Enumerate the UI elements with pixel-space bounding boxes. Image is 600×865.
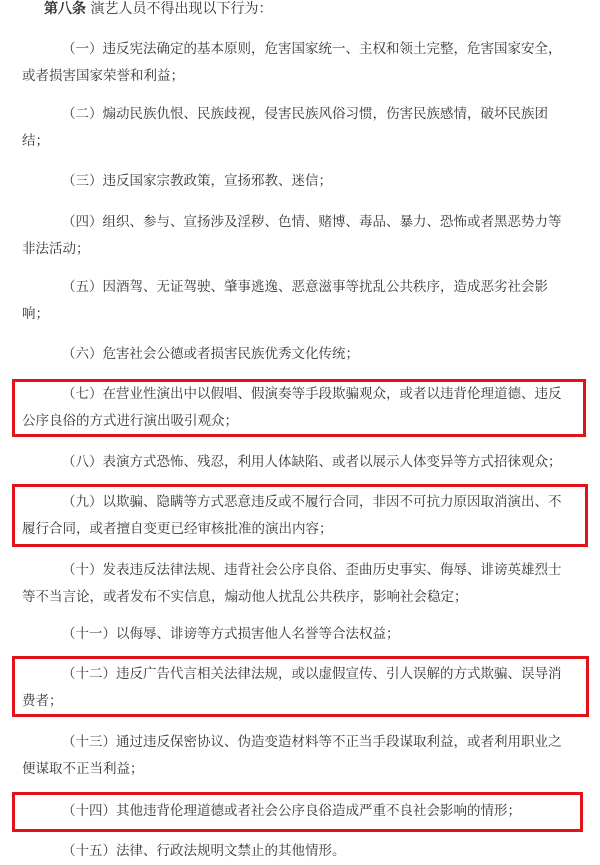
list-item <box>22 729 582 783</box>
list-item <box>22 489 582 543</box>
item-line: 履行合同，或者擅自变更已经审核批准的演出内容； <box>22 521 333 537</box>
list-item <box>22 557 582 611</box>
item-line: 或者损害国家荣誉和利益； <box>22 68 184 84</box>
item-line: （六）危害社会公德或者损害民族优秀文化传统； <box>62 346 359 362</box>
list-item <box>22 274 582 328</box>
item-line: 响； <box>22 306 49 322</box>
item-line: （十五）法律、行政法规明文禁止的其他情形。 <box>62 843 346 859</box>
list-item <box>22 36 582 90</box>
list-item <box>22 798 582 825</box>
list-item <box>22 661 582 715</box>
list-item <box>22 209 582 263</box>
article-heading <box>44 0 272 18</box>
item-line: （十）发表违反法律法规、违背社会公序良俗、歪曲历史事实、侮辱、诽谤英雄烈士 <box>62 562 562 578</box>
list-item <box>22 381 582 435</box>
item-line: （十四）其他违背伦理道德或者社会公序良俗造成严重不良社会影响的情形； <box>62 803 521 819</box>
list-item <box>22 168 582 195</box>
item-line: 结； <box>22 133 49 149</box>
item-line: （一）违反宪法确定的基本原则，危害国家统一、主权和领土完整，危害国家安全， <box>62 41 562 57</box>
item-line: 公序良俗的方式进行演出吸引观众； <box>22 413 238 429</box>
item-line: （五）因酒驾、无证驾驶、肇事逃逸、恶意滋事等扰乱公共秩序，造成恶劣社会影 <box>62 279 548 295</box>
list-item <box>22 101 582 155</box>
list-item <box>22 621 582 648</box>
item-line: （十三）通过违反保密协议、伪造变造材料等不正当手段谋取利益，或者利用职业之 <box>62 734 562 750</box>
list-item <box>22 449 582 476</box>
item-line: （十一）以侮辱、诽谤等方式损害他人名誉等合法权益； <box>62 626 400 642</box>
item-line: （二）煽动民族仇恨、民族歧视，侵害民族风俗习惯，伤害民族感情，破坏民族团 <box>62 106 548 122</box>
item-line: （九）以欺骗、隐瞒等方式恶意违反或不履行合同，非因不可抗力原因取消演出、不 <box>62 494 562 510</box>
item-line: 费者； <box>22 693 63 709</box>
item-line: （十二）违反广告代言相关法律法规，或以虚假宣传、引人误解的方式欺骗、误导消 <box>62 666 562 682</box>
item-line: （八）表演方式恐怖、残忍，利用人体缺陷、或者以展示人体变异等方式招徕观众； <box>62 454 562 470</box>
item-line: （三）违反国家宗教政策，宣扬邪教、迷信； <box>62 173 332 189</box>
article-number: 第八条 <box>44 1 86 17</box>
item-line: 等不当言论，或者发布不实信息，煽动他人扰乱公共秩序，影响社会稳定； <box>22 589 468 605</box>
item-line: 非法活动； <box>22 241 90 257</box>
item-line: （七）在营业性演出中以假唱、假演奏等手段欺骗观众，或者以违背伦理道德、违反 <box>62 386 562 402</box>
list-item <box>22 341 582 368</box>
item-line: （四）组织、参与、宣扬涉及淫秽、色情、赌博、毒品、暴力、恐怖或者黑恶势力等 <box>62 214 562 230</box>
list-item <box>22 838 582 865</box>
item-line: 便谋取不正当利益； <box>22 761 144 777</box>
article-title: 演艺人员不得出现以下行为： <box>90 1 273 17</box>
